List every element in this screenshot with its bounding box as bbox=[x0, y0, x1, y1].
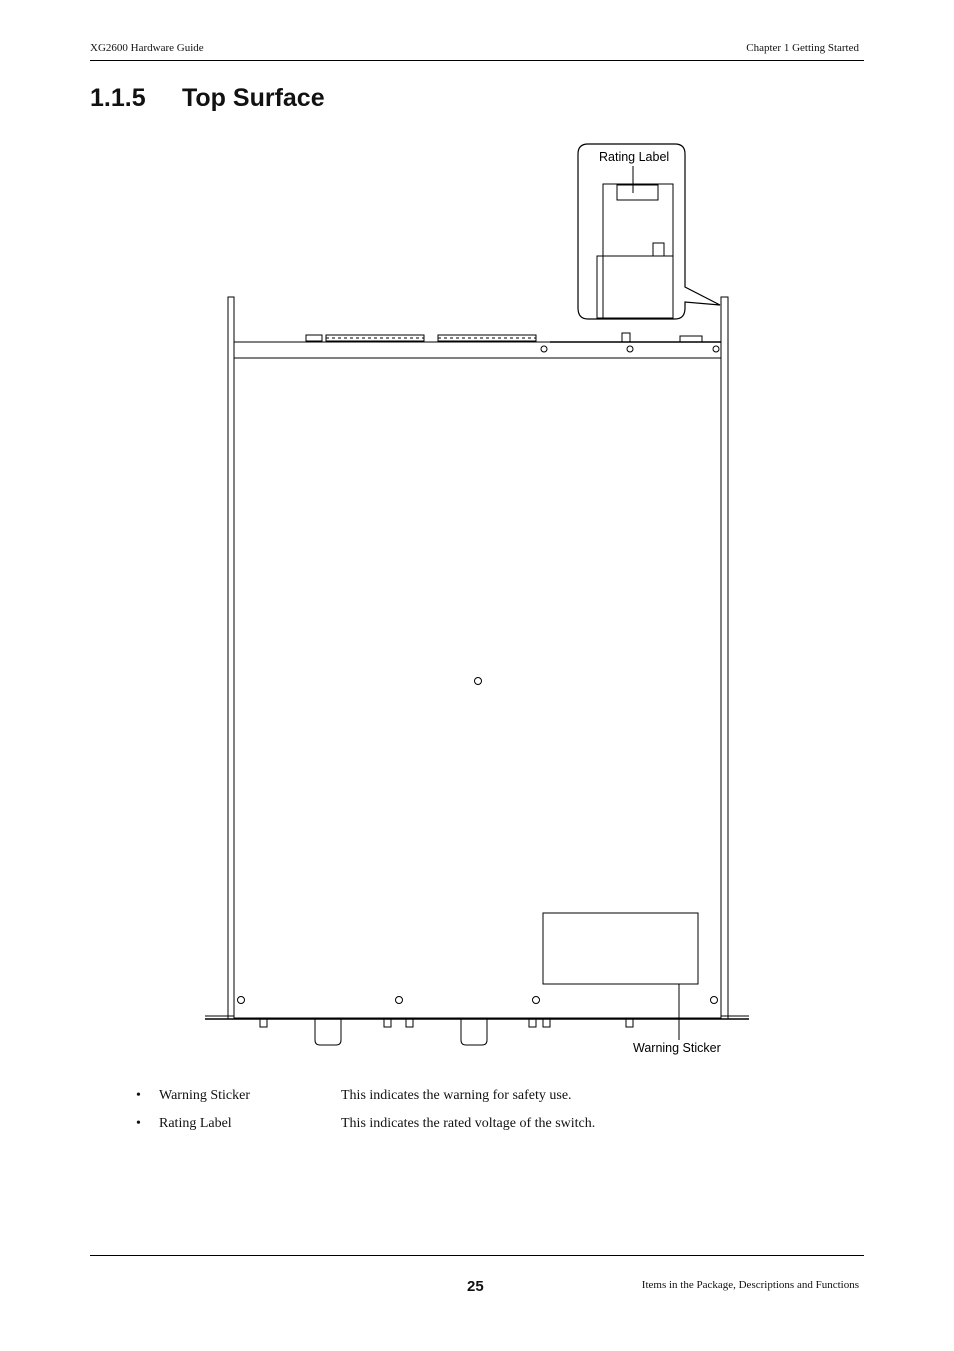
page-number: 25 bbox=[467, 1278, 484, 1295]
warning-sticker-callout: Warning Sticker bbox=[633, 1041, 721, 1055]
footer-rule bbox=[90, 1255, 864, 1256]
section-title: Top Surface bbox=[182, 84, 325, 112]
running-footer-section: Items in the Package, Descriptions and Functions bbox=[641, 1279, 859, 1291]
rear-fittings bbox=[260, 1019, 633, 1027]
section-heading bbox=[90, 84, 325, 113]
top-surface-diagram bbox=[0, 130, 954, 1070]
front-panel-strip bbox=[234, 342, 721, 358]
rating-label-inset-callout bbox=[578, 144, 720, 319]
rating-label-callout: Rating Label bbox=[599, 150, 670, 164]
list-item-description: This indicates the rated voltage of the switch. bbox=[341, 1116, 596, 1131]
center-screw-hole bbox=[475, 678, 482, 685]
inset-chassis-corner bbox=[603, 184, 673, 256]
bullet-dot: • bbox=[136, 1088, 141, 1103]
warning-sticker-area bbox=[543, 913, 698, 984]
list-item-term: Warning Sticker bbox=[159, 1088, 251, 1103]
rating-label-area bbox=[617, 185, 658, 200]
bullet-dot: • bbox=[136, 1116, 141, 1131]
left-rack-ear bbox=[228, 297, 234, 1019]
list-item-term: Rating Label bbox=[159, 1116, 232, 1131]
header-rule bbox=[90, 60, 864, 61]
section-number: 1.1.5 bbox=[90, 84, 146, 112]
right-rack-ear bbox=[721, 297, 728, 1019]
rear-handles bbox=[315, 1019, 487, 1045]
list-item-description: This indicates the warning for safety use. bbox=[341, 1088, 572, 1103]
front-port-connectors bbox=[306, 333, 702, 342]
running-header-chapter: Chapter 1 Getting Started bbox=[746, 42, 859, 54]
running-header-title: XG2600 Hardware Guide bbox=[90, 42, 204, 54]
chassis-top-panel bbox=[234, 358, 721, 1018]
